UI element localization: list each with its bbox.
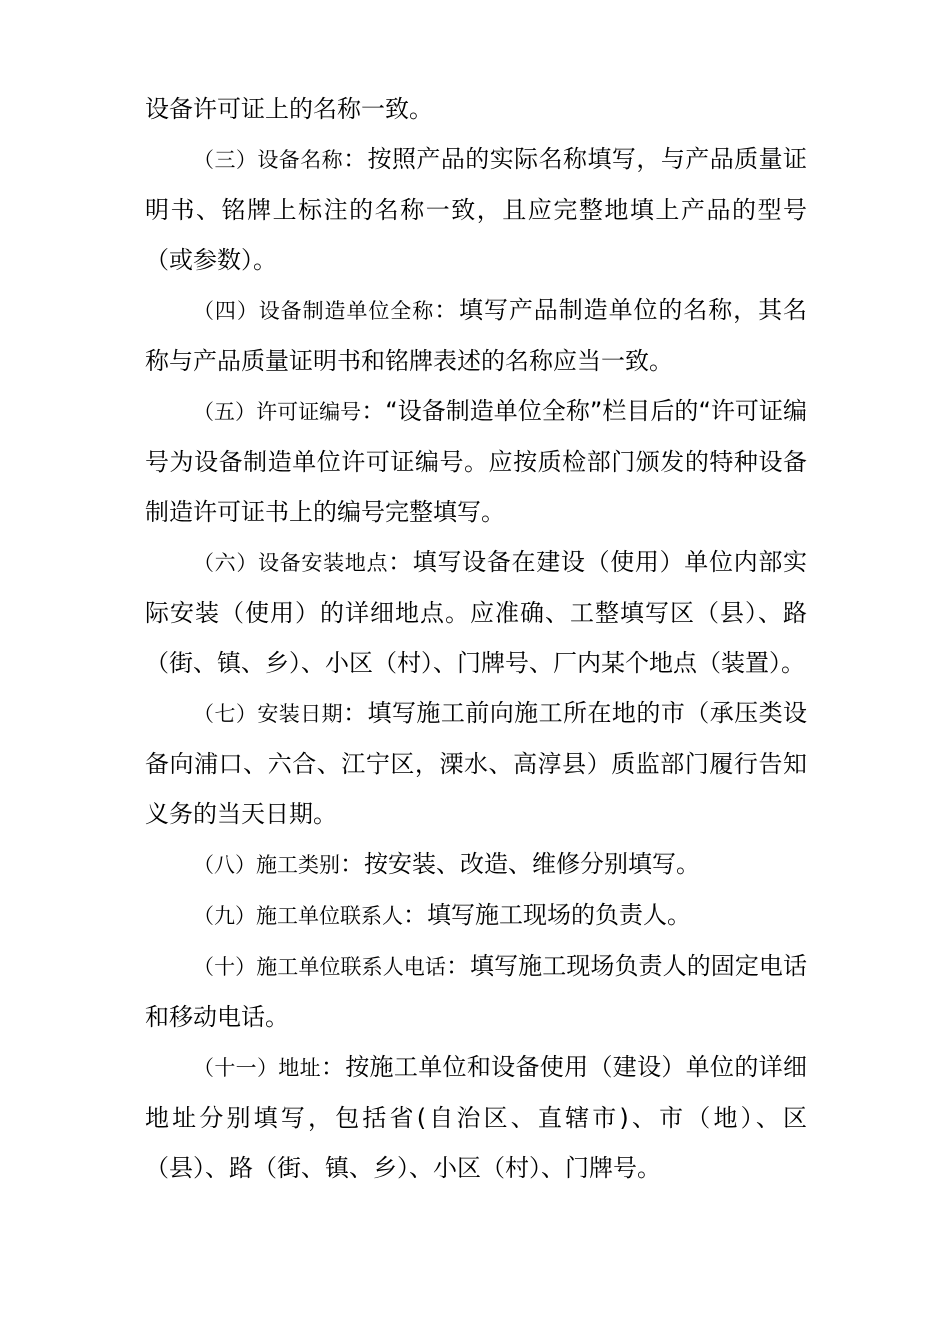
paragraph-text: ：填写产品制造单位的名称，其名称与产品质量证明书和铭牌表述的名称应当一致。 [145, 296, 808, 375]
paragraph-contact-phone [145, 941, 807, 1042]
paragraph-label: （三）设备名称 [193, 148, 344, 172]
paragraph-text: ：填写设备在建设（使用）单位内部实际安装（使用）的详细地点。应准确、工整填写区（县）、路（街、镇、乡）、小区（村）、门牌号、厂内某个地点（装置）。 [145, 548, 808, 677]
paragraph-text: ：按照产品的实际名称填写，与产品质量证明书、铭牌上标注的名称一致，且应完整地填上产品的型号（或参数）。 [145, 145, 808, 274]
paragraph-contact-person [145, 890, 807, 941]
paragraph-equipment-name [145, 134, 807, 285]
paragraph-license-number [145, 386, 807, 537]
paragraph-label: （八）施工类别 [193, 853, 340, 877]
paragraph-label: （十一）地址 [193, 1056, 321, 1080]
paragraph-label: （六）设备安装地点 [193, 551, 389, 575]
paragraph-text: 设备许可证上的名称一致。 [145, 95, 433, 123]
paragraph-label: （四）设备制造单位全称 [193, 299, 435, 323]
paragraph-construction-type [145, 839, 807, 890]
paragraph-text: ：填写施工现场负责人的固定电话和移动电话。 [145, 952, 808, 1031]
document-page [145, 84, 807, 1193]
paragraph-continuation [145, 84, 807, 134]
paragraph-text: ：按安装、改造、维修分别填写。 [340, 850, 700, 878]
paragraph-label: （九）施工单位联系人 [193, 904, 403, 928]
paragraph-label: （五）许可证编号 [193, 400, 362, 424]
paragraph-label: （七）安装日期 [193, 702, 344, 726]
paragraph-text: ：按施工单位和设备使用（建设）单位的详细地址分别填写，包括省(自治区、直辖市)、市（地）、区（县）、路（街、镇、乡）、小区（村）、门牌号。 [145, 1053, 808, 1182]
paragraph-install-location [145, 537, 807, 688]
paragraph-address [145, 1042, 807, 1193]
paragraph-text: ：填写施工前向施工所在地的市（承压类设备向浦口、六合、江宁区，溧水、高淳县）质监部门履行告知义务的当天日期。 [145, 699, 808, 828]
paragraph-text: ：填写施工现场的负责人。 [403, 901, 691, 929]
paragraph-text: ：“设备制造单位全称”栏目后的“许可证编号为设备制造单位许可证编号。应按质检部门颁发的特种设备制造许可证书上的编号完整填写。 [145, 397, 807, 526]
paragraph-manufacturer-name [145, 285, 807, 386]
paragraph-install-date [145, 688, 807, 839]
paragraph-label: （十）施工单位联系人电话 [193, 955, 446, 979]
